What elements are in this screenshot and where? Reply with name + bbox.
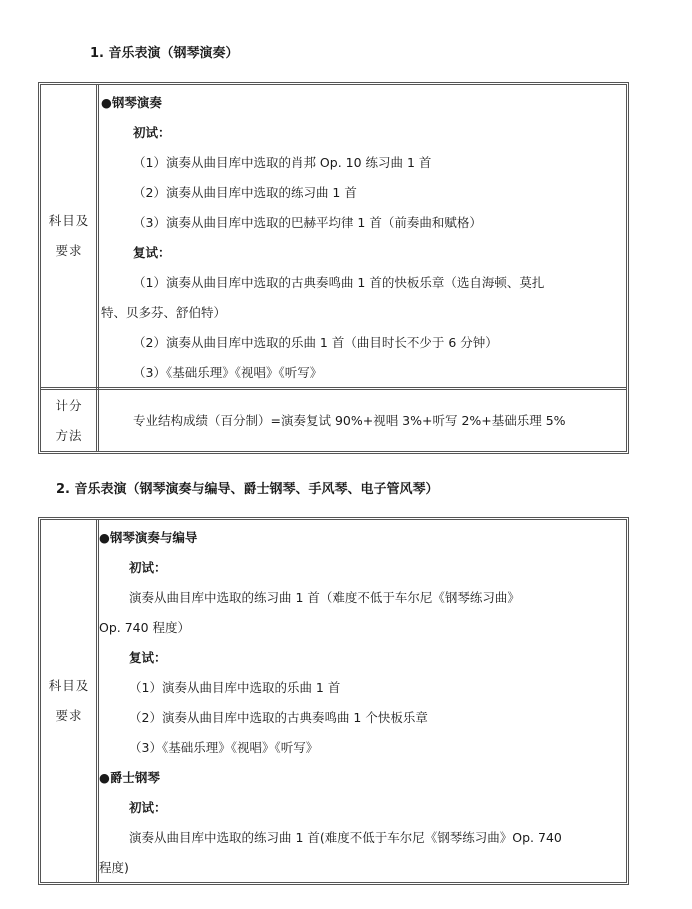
requirement-line: 演奏从曲目库中选取的练习曲 1 首(难度不低于车尔尼《钢琴练习曲》Op. 740 bbox=[129, 830, 562, 845]
category-heading: ●爵士钢琴 bbox=[99, 770, 160, 785]
requirement-line: （1）演奏从曲目库中选取的古典奏鸣曲 1 首的快板乐章（选自海顿、莫扎 bbox=[133, 275, 545, 290]
requirement-line: （3）《基础乐理》《视唱》《听写》 bbox=[129, 740, 319, 755]
requirement-line: （2）演奏从曲目库中选取的古典奏鸣曲 1 个快板乐章 bbox=[129, 710, 428, 725]
round-heading: 初试： bbox=[129, 800, 167, 815]
section2-table bbox=[38, 517, 629, 885]
section1-table bbox=[38, 82, 629, 454]
method-label-cell bbox=[41, 390, 97, 451]
requirement-line: Op. 740 程度） bbox=[99, 620, 191, 635]
round-heading: 初试： bbox=[129, 560, 167, 575]
section1-title: 1. 音乐表演（钢琴演奏） bbox=[90, 46, 239, 61]
round-heading: 复试： bbox=[129, 650, 167, 665]
round-heading: 复试： bbox=[133, 245, 171, 260]
requirement-line: 演奏从曲目库中选取的练习曲 1 首（难度不低于车尔尼《钢琴练习曲》 bbox=[129, 590, 520, 605]
category-heading: ●钢琴演奏与编导 bbox=[99, 530, 198, 545]
requirement-line: （3）《基础乐理》《视唱》《听写》 bbox=[133, 365, 323, 380]
subject-label-cell bbox=[41, 520, 97, 882]
subject-label-line1: 科目及 bbox=[48, 213, 90, 228]
requirement-line: （2）演奏从曲目库中选取的练习曲 1 首 bbox=[133, 185, 357, 200]
category-heading: ●钢琴演奏 bbox=[101, 95, 162, 110]
requirement-line: 程度) bbox=[99, 860, 129, 875]
method-formula: 专业结构成绩（百分制）=演奏复试 90%+视唱 3%+听写 2%+基础乐理 5% bbox=[133, 413, 566, 428]
method-label-line1: 计分 bbox=[55, 397, 83, 413]
subject-label-line2: 要求 bbox=[55, 243, 83, 258]
requirement-line: 特、贝多芬、舒伯特） bbox=[101, 305, 227, 320]
subject-label-cell bbox=[41, 85, 97, 387]
section2-title: 2. 音乐表演（钢琴演奏与编导、爵士钢琴、手风琴、电子管风琴） bbox=[56, 482, 439, 497]
requirement-line: （2）演奏从曲目库中选取的乐曲 1 首（曲目时长不少于 6 分钟） bbox=[133, 335, 498, 350]
requirement-line: （1）演奏从曲目库中选取的乐曲 1 首 bbox=[129, 680, 341, 695]
method-label-line2: 方法 bbox=[55, 427, 83, 443]
requirement-line: （3）演奏从曲目库中选取的巴赫平均律 1 首（前奏曲和赋格） bbox=[133, 215, 482, 230]
requirement-line: （1）演奏从曲目库中选取的肖邦 Op. 10 练习曲 1 首 bbox=[133, 155, 432, 170]
subject-label-line2: 要求 bbox=[55, 708, 83, 723]
subject-label-line1: 科目及 bbox=[48, 678, 90, 693]
round-heading: 初试： bbox=[133, 125, 171, 140]
